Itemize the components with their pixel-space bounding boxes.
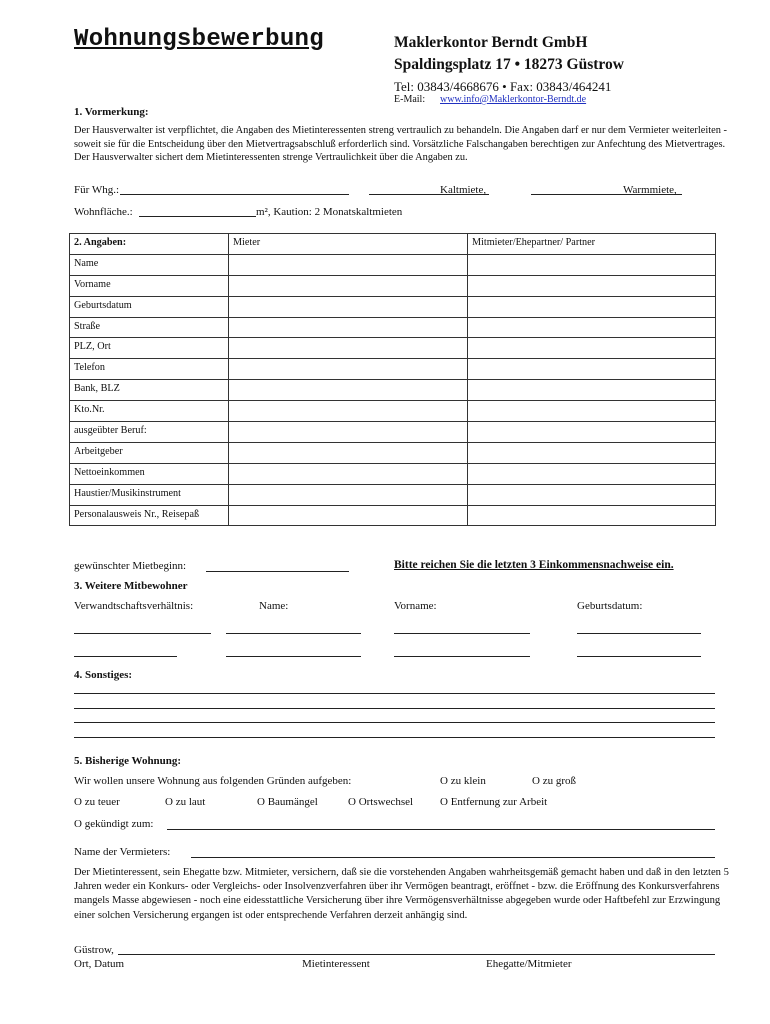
- company-name: Maklerkontor Berndt GmbH: [394, 34, 588, 51]
- mitbewohner-1-verwandtschaft[interactable]: [74, 633, 211, 634]
- mitbewohner-2-vorname[interactable]: [394, 656, 530, 657]
- mitbewohner-1-geburtsdatum[interactable]: [577, 633, 701, 634]
- wohnflaeche-label: Wohnfläche.:: [74, 206, 133, 218]
- partner-cell[interactable]: [468, 275, 716, 296]
- mieter-cell[interactable]: [229, 401, 468, 422]
- mieter-cell[interactable]: [229, 275, 468, 296]
- table-row: [70, 380, 716, 401]
- mieter-cell[interactable]: [229, 380, 468, 401]
- table-row: [70, 275, 716, 296]
- email-label: E-Mail:: [394, 94, 426, 105]
- fuer-whg-label: Für Whg.:: [74, 184, 120, 196]
- table-row: [70, 422, 716, 443]
- mitbewohner-2-name[interactable]: [226, 656, 361, 657]
- row-label: Telefon: [70, 359, 229, 380]
- option-entfernung[interactable]: O Entfernung zur Arbeit: [440, 796, 548, 808]
- kaltmiete-label: Kaltmiete,: [440, 184, 487, 196]
- partner-cell[interactable]: [468, 338, 716, 359]
- table-row: [70, 296, 716, 317]
- col-verwandtschaft: Verwandtschaftsverhältnis:: [74, 600, 194, 612]
- table-row: [70, 442, 716, 463]
- mieter-cell[interactable]: [229, 463, 468, 484]
- row-label: Personalausweis Nr., Reisepaß: [70, 505, 229, 526]
- section-4-heading: 4. Sonstiges:: [74, 669, 133, 681]
- kaution-text: m², Kaution: 2 Monatskaltmieten: [256, 206, 403, 218]
- mitbewohner-2-geburtsdatum[interactable]: [577, 656, 701, 657]
- mieter-cell[interactable]: [229, 317, 468, 338]
- mieter-cell[interactable]: [229, 505, 468, 526]
- partner-cell[interactable]: [468, 505, 716, 526]
- vermieter-label: Name der Vermieters:: [74, 846, 171, 858]
- warmmiete-label: Warmmiete,: [623, 184, 677, 196]
- mieter-cell[interactable]: [229, 484, 468, 505]
- col-vorname: Vorname:: [394, 600, 437, 612]
- company-phone-fax: Tel: 03843/4668676 • Fax: 03843/464241: [394, 79, 612, 94]
- row-label: PLZ, Ort: [70, 338, 229, 359]
- section-1-heading: 1. Vormerkung:: [74, 106, 149, 118]
- partner-cell[interactable]: [468, 254, 716, 275]
- mietinteressent-label: Mietinteressent: [302, 958, 370, 970]
- row-label: Bank, BLZ: [70, 380, 229, 401]
- option-zu-laut[interactable]: O zu laut: [165, 796, 206, 808]
- reasons-intro: Wir wollen unsere Wohnung aus folgenden Gründen aufgeben:: [74, 775, 352, 787]
- declaration-text: Der Mietinteressent, sein Ehegatte bzw. Mitmieter, versichern, daß sie die vorstehenden Angaben wahrheitsgemäß gemacht haben und daß in den letzten 5 Jahren weder ein Konkurs- oder Vergleichs- oder Insolvenzverfahren über ihr Vermögen beantragt, eröffnet - bzw. die Eröffnung des Konkursverfahrens mangels Masse abgewiesen - noch eine eidesstattliche Versicherung über ihre Vermögensverhältnisse abgegeben wurde oder Haftbefehl zur Erzwingung einer solchen Versicherung ergangen ist oder entsprechende Verfahren derzeit anhängig sind.: [74, 867, 729, 921]
- partner-cell[interactable]: [468, 463, 716, 484]
- section-1-text: Der Hausverwalter ist verpflichtet, die Angaben des Mietinteressenten streng vertraulich zu behandeln. Die Angaben darf er nur dem Vermieter weiterleiten - soweit sie für die Entscheidung über den Mietvertragsabschluß erforderlich sind. Vorsätzliche Falschangaben berechtigen zur Anfechtung des Mietvertrages. Der Hausverwalter sichert dem Mietinteressenten strenge Vertraulichkeit über die Angaben zu.: [74, 125, 728, 164]
- table-row: [70, 359, 716, 380]
- row-label: Vorname: [70, 275, 229, 296]
- mieter-cell[interactable]: [229, 442, 468, 463]
- table-row: [70, 505, 716, 526]
- option-baumaengel[interactable]: O Baumängel: [257, 796, 318, 808]
- mieter-cell[interactable]: [229, 296, 468, 317]
- sonstiges-line-1[interactable]: [74, 693, 715, 694]
- section-5-heading: 5. Bisherige Wohnung:: [74, 755, 182, 767]
- row-label: Name: [70, 254, 229, 275]
- signature-line[interactable]: [118, 954, 715, 955]
- table-heading: 2. Angaben:: [70, 234, 229, 255]
- row-label: Straße: [70, 317, 229, 338]
- partner-cell[interactable]: [468, 442, 716, 463]
- section-3-heading: 3. Weitere Mitbewohner: [74, 580, 188, 592]
- mitbewohner-1-vorname[interactable]: [394, 633, 530, 634]
- partner-cell[interactable]: [468, 317, 716, 338]
- email-link[interactable]: www.info@Maklerkontor-Berndt.de: [440, 94, 587, 105]
- wohnflaeche-field[interactable]: [139, 216, 256, 217]
- table-row: [70, 463, 716, 484]
- partner-cell[interactable]: [468, 380, 716, 401]
- row-label: Arbeitgeber: [70, 442, 229, 463]
- sonstiges-line-3[interactable]: [74, 722, 715, 723]
- column-header-partner: Mitmieter/Ehepartner/ Partner: [468, 234, 716, 255]
- company-address: Spaldingsplatz 17 • 18273 Güstrow: [394, 56, 624, 73]
- mieter-cell[interactable]: [229, 254, 468, 275]
- row-label: ausgeübter Beruf:: [70, 422, 229, 443]
- table-row: [70, 338, 716, 359]
- document-title: Wohnungsbewerbung: [74, 26, 324, 53]
- col-geburtsdatum: Geburtsdatum:: [577, 600, 643, 612]
- partner-cell[interactable]: [468, 296, 716, 317]
- mieter-cell[interactable]: [229, 422, 468, 443]
- ehegatte-label: Ehegatte/Mitmieter: [486, 958, 572, 970]
- col-name: Name:: [259, 600, 289, 612]
- partner-cell[interactable]: [468, 401, 716, 422]
- fuer-whg-field[interactable]: [120, 194, 349, 195]
- ort-datum-label: Ort, Datum: [74, 958, 125, 970]
- row-label: Geburtsdatum: [70, 296, 229, 317]
- option-gekuendigt[interactable]: O gekündigt zum:: [74, 818, 154, 830]
- vermieter-field[interactable]: [191, 857, 715, 858]
- partner-cell[interactable]: [468, 484, 716, 505]
- mitbewohner-1-name[interactable]: [226, 633, 361, 634]
- partner-cell[interactable]: [468, 359, 716, 380]
- sonstiges-line-2[interactable]: [74, 708, 715, 709]
- partner-cell[interactable]: [468, 422, 716, 443]
- mitbewohner-2-verwandtschaft[interactable]: [74, 656, 177, 657]
- mietbeginn-field[interactable]: [206, 571, 349, 572]
- row-label: Nettoeinkommen: [70, 463, 229, 484]
- income-notice: Bitte reichen Sie die letzten 3 Einkommensnachweise ein.: [394, 559, 674, 571]
- mietbeginn-label: gewünschter Mietbeginn:: [74, 560, 187, 572]
- option-ortswechsel[interactable]: O Ortswechsel: [348, 796, 414, 808]
- mieter-cell[interactable]: [229, 359, 468, 380]
- gekuendigt-field[interactable]: [167, 829, 715, 830]
- option-zu-klein[interactable]: O zu klein: [440, 775, 486, 787]
- table-row: [70, 317, 716, 338]
- option-zu-gross[interactable]: O zu groß: [532, 775, 576, 787]
- column-header-mieter: Mieter: [229, 234, 468, 255]
- signature-place: Güstrow,: [74, 944, 114, 956]
- mieter-cell[interactable]: [229, 338, 468, 359]
- sonstiges-line-4[interactable]: [74, 737, 715, 738]
- table-row: [70, 401, 716, 422]
- applicant-table: [69, 233, 716, 526]
- row-label: Kto.Nr.: [70, 401, 229, 422]
- row-label: Haustier/Musikinstrument: [70, 484, 229, 505]
- table-row: [70, 254, 716, 275]
- option-zu-teuer[interactable]: O zu teuer: [74, 796, 120, 808]
- table-row: [70, 484, 716, 505]
